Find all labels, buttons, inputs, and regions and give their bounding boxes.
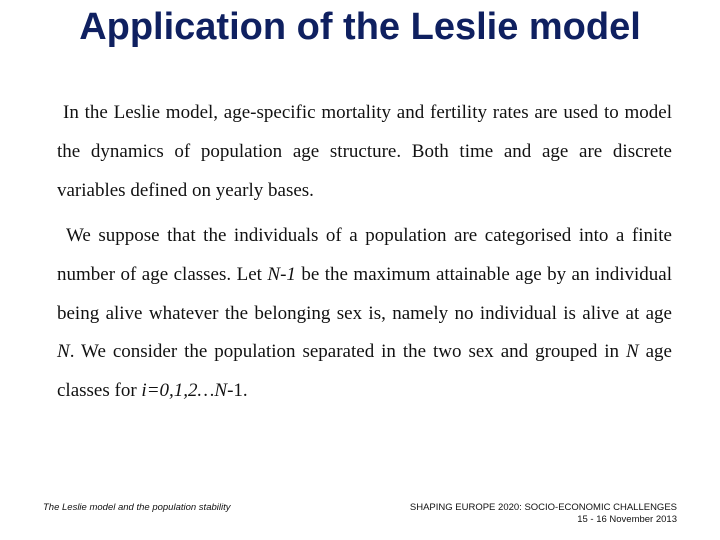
text-segment: . We consider the population separated in the two sex and grouped in [69, 341, 626, 363]
math-n-minus-1: N-1 [267, 263, 296, 285]
slide-title: Application of the Leslie model [79, 6, 641, 48]
text-segment: We suppose that the individuals of a population are categorised into a finite number of age classes. Let [57, 225, 672, 285]
text-segment: -1. [227, 380, 248, 402]
text-segment: age classes for [57, 341, 672, 402]
math-n: N [626, 341, 639, 363]
paragraph-intro [57, 94, 672, 210]
footer-event-date: 15 - 16 November 2013 [577, 514, 677, 525]
paragraph-intro-text: In the Leslie model, age-specific mortality and fertility rates are used to model the dynamics of population age structure. Both time and age are discrete variables defined on yearly bases. [57, 102, 672, 201]
footer-event-name: SHAPING EUROPE 2020: SOCIO-ECONOMIC CHALLENGES [409, 502, 677, 513]
text-segment: be the maximum attainable age by an individual being alive whatever the belonging sex is, namely no individual is alive at age [57, 263, 673, 324]
math-n: N [57, 341, 70, 363]
footer-slide-topic: The Leslie model and the population stability [43, 502, 231, 513]
math-index-range: i=0,1,2…N [141, 380, 228, 402]
footer-event [410, 502, 677, 526]
paragraph-assumptions [57, 217, 672, 411]
